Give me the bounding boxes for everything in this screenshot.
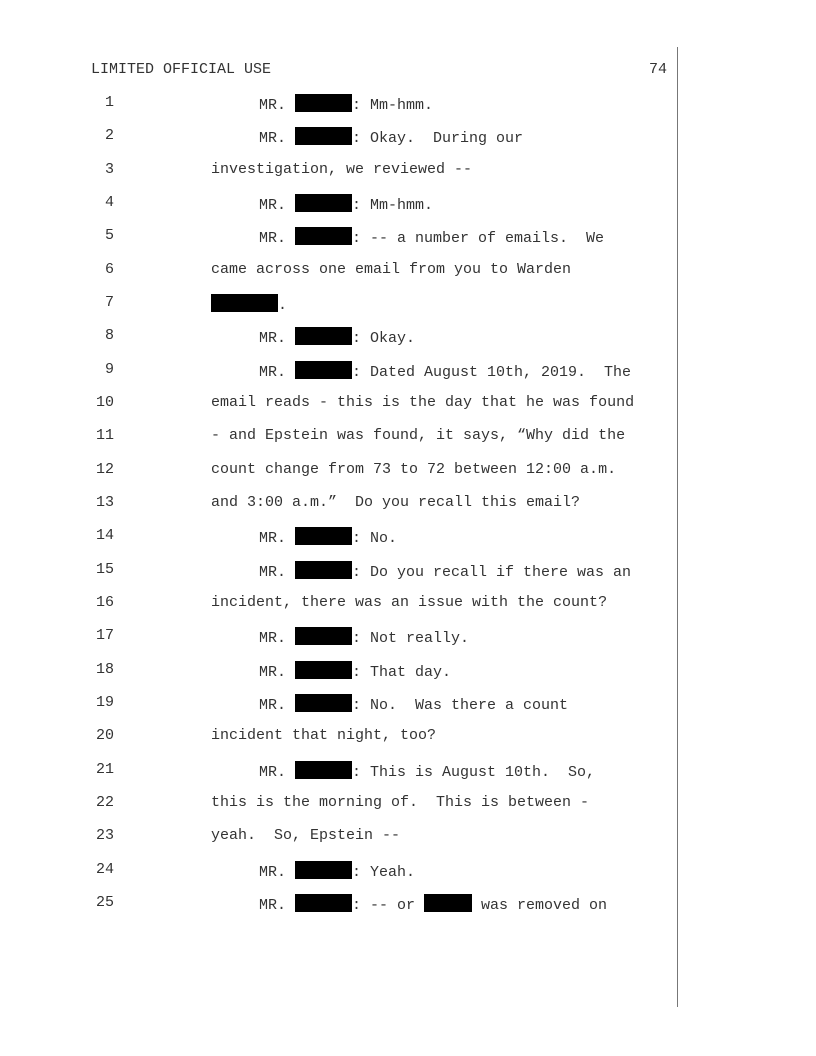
transcript-line — [0, 161, 816, 181]
line-number: 10 — [95, 394, 114, 411]
line-number: 15 — [95, 561, 114, 578]
line-text: came across one email from you to Warden — [211, 261, 572, 278]
transcript-line — [0, 94, 816, 114]
speaker-prefix: MR. — [259, 630, 296, 647]
transcript-line — [0, 227, 816, 247]
line-text — [259, 361, 631, 381]
line-number: 3 — [104, 161, 114, 178]
line-content: : Okay. During our — [352, 130, 524, 147]
line-number: 22 — [95, 794, 114, 811]
speaker-prefix: MR. — [259, 664, 296, 681]
line-content: . — [278, 297, 288, 314]
line-content: : Okay. — [352, 330, 416, 347]
line-content: : Mm-hmm. — [352, 197, 434, 214]
redaction — [295, 527, 352, 545]
line-number: 1 — [104, 94, 114, 111]
redaction — [295, 761, 352, 779]
line-number: 24 — [95, 861, 114, 878]
line-number: 19 — [95, 694, 114, 711]
speaker-prefix: MR. — [259, 197, 296, 214]
line-content: : Do you recall if there was an — [352, 564, 632, 581]
line-text — [259, 861, 415, 881]
redaction — [295, 127, 352, 145]
transcript-line — [0, 627, 816, 647]
line-number: 16 — [95, 594, 114, 611]
line-text: email reads - this is the day that he was found — [211, 394, 635, 411]
line-text: this is the morning of. This is between - — [211, 794, 590, 811]
line-number: 21 — [95, 761, 114, 778]
line-text — [259, 327, 415, 347]
line-content: : No. Was there a count — [352, 697, 569, 714]
line-text — [211, 294, 287, 314]
transcript-line — [0, 794, 816, 814]
transcript-line — [0, 127, 816, 147]
line-content: : Not really. — [352, 630, 470, 647]
transcript-line — [0, 894, 816, 914]
transcript-line — [0, 494, 816, 514]
line-content: : That day. — [352, 664, 452, 681]
speaker-prefix: MR. — [259, 130, 296, 147]
line-number: 7 — [104, 294, 114, 311]
line-text — [259, 94, 433, 114]
line-number: 17 — [95, 627, 114, 644]
transcript-line — [0, 194, 816, 214]
line-content: was removed on — [472, 897, 608, 914]
line-number: 9 — [104, 361, 114, 378]
speaker-prefix: MR. — [259, 864, 296, 881]
redaction — [295, 227, 352, 245]
line-number: 2 — [104, 127, 114, 144]
speaker-prefix: MR. — [259, 697, 296, 714]
line-text — [259, 894, 607, 914]
redaction — [295, 661, 352, 679]
line-text: yeah. So, Epstein -- — [211, 827, 401, 844]
speaker-prefix: MR. — [259, 230, 296, 247]
page-number: 74 — [648, 61, 667, 78]
line-number: 13 — [95, 494, 114, 511]
transcript-line — [0, 661, 816, 681]
line-text: - and Epstein was found, it says, “Why did the — [211, 427, 626, 444]
redaction — [295, 861, 352, 879]
redaction — [295, 327, 352, 345]
transcript-line — [0, 827, 816, 847]
line-number: 23 — [95, 827, 114, 844]
transcript-line — [0, 761, 816, 781]
line-text — [259, 527, 397, 547]
line-content: : No. — [352, 530, 398, 547]
line-content: : This is August 10th. So, — [352, 764, 596, 781]
line-number: 14 — [95, 527, 114, 544]
redaction — [295, 94, 352, 112]
redaction — [295, 361, 352, 379]
redaction — [295, 694, 352, 712]
speaker-prefix: MR. — [259, 564, 296, 581]
redaction — [295, 627, 352, 645]
redaction — [295, 561, 352, 579]
line-number: 5 — [104, 227, 114, 244]
transcript-line — [0, 394, 816, 414]
transcript-line — [0, 561, 816, 581]
speaker-prefix: MR. — [259, 530, 296, 547]
line-number: 11 — [95, 427, 114, 444]
transcript-line — [0, 361, 816, 381]
speaker-prefix: MR. — [259, 97, 296, 114]
line-text — [259, 561, 631, 581]
redaction — [295, 194, 352, 212]
speaker-prefix: MR. — [259, 330, 296, 347]
line-number: 6 — [104, 261, 114, 278]
line-number: 18 — [95, 661, 114, 678]
transcript-line — [0, 861, 816, 881]
line-content: : -- or — [352, 897, 425, 914]
line-text — [259, 627, 469, 647]
line-content: : Yeah. — [352, 864, 416, 881]
line-content: : -- a number of emails. We — [352, 230, 605, 247]
line-text — [259, 761, 595, 781]
line-number: 8 — [104, 327, 114, 344]
redaction — [211, 294, 278, 312]
line-text — [259, 194, 433, 214]
line-text: investigation, we reviewed -- — [211, 161, 473, 178]
redaction — [424, 894, 472, 912]
page-header-classification: LIMITED OFFICIAL USE — [91, 61, 272, 78]
line-text — [259, 127, 523, 147]
line-content: : Mm-hmm. — [352, 97, 434, 114]
transcript-line — [0, 427, 816, 447]
transcript-line — [0, 261, 816, 281]
transcript-line — [0, 527, 816, 547]
line-number: 12 — [95, 461, 114, 478]
line-text — [259, 227, 604, 247]
line-text: incident that night, too? — [211, 727, 437, 744]
line-text: and 3:00 a.m.” Do you recall this email? — [211, 494, 581, 511]
line-text — [259, 694, 568, 714]
transcript-line — [0, 727, 816, 747]
line-number: 20 — [95, 727, 114, 744]
line-number: 4 — [104, 194, 114, 211]
speaker-prefix: MR. — [259, 897, 296, 914]
speaker-prefix: MR. — [259, 764, 296, 781]
line-text — [259, 661, 451, 681]
line-text: count change from 73 to 72 between 12:00 a.m. — [211, 461, 617, 478]
line-text: incident, there was an issue with the count? — [211, 594, 608, 611]
transcript-line — [0, 694, 816, 714]
redaction — [295, 894, 352, 912]
line-number: 25 — [95, 894, 114, 911]
line-content: : Dated August 10th, 2019. The — [352, 364, 632, 381]
transcript-line — [0, 594, 816, 614]
transcript-line — [0, 294, 816, 314]
transcript-line — [0, 327, 816, 347]
transcript-line — [0, 461, 816, 481]
speaker-prefix: MR. — [259, 364, 296, 381]
